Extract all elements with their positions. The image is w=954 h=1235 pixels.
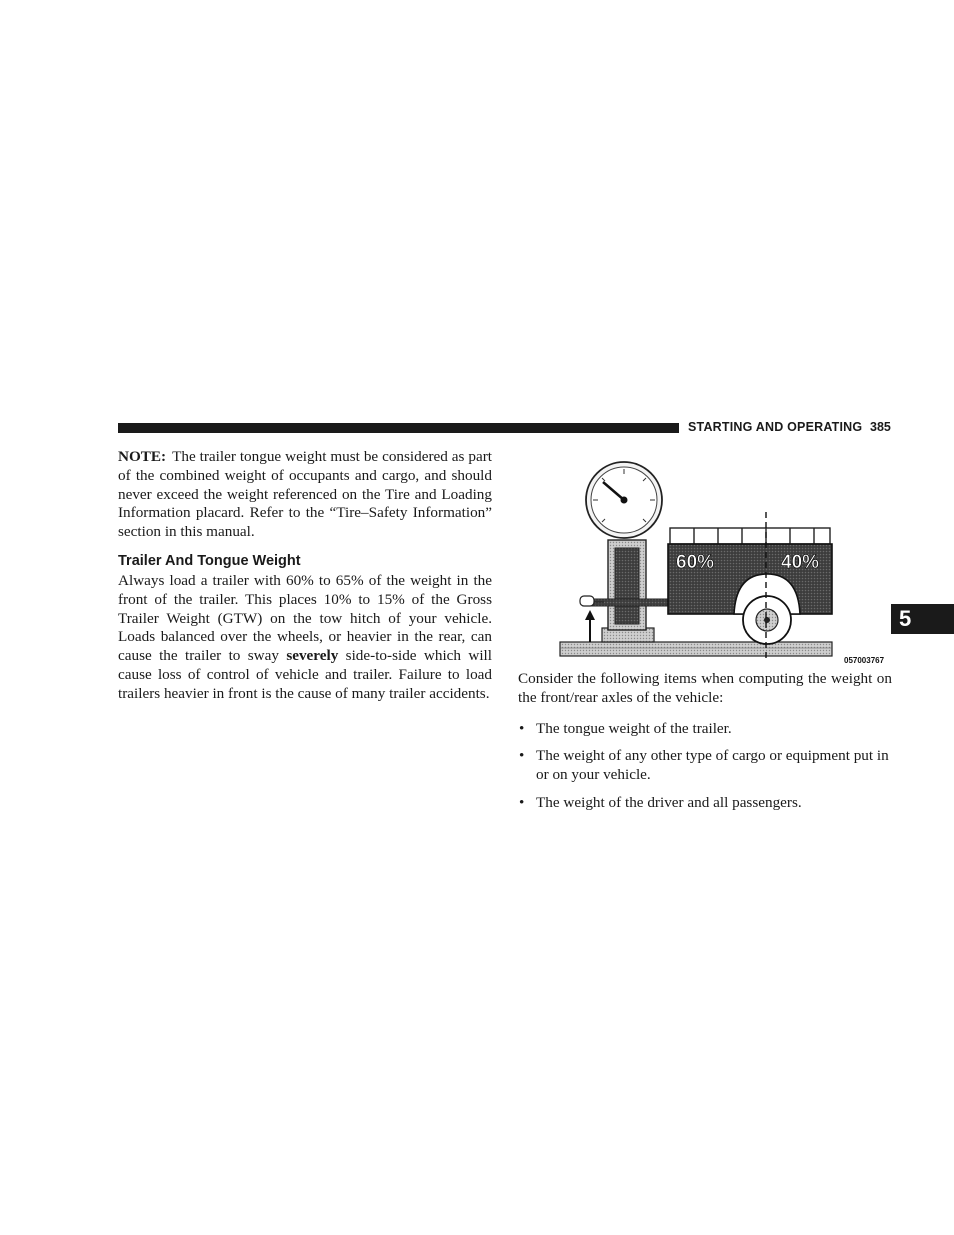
chapter-number: 5	[899, 606, 912, 631]
section-heading: Trailer And Tongue Weight	[118, 552, 301, 569]
ground-strip	[560, 642, 832, 656]
bullet-icon: •	[519, 719, 525, 737]
emphasis-severely: severely	[286, 647, 339, 665]
rear-weight-label: 40%	[781, 552, 820, 573]
page-number: 385	[870, 420, 891, 434]
body-text-end: side-to-side which will cause loss of control of vehicle and trailer. Failure to load trailers heavier in front is the cause of many trailer accidents.	[118, 647, 492, 702]
bullet-icon: •	[519, 793, 525, 811]
note-paragraph	[118, 448, 492, 542]
figure-id: 057003767	[844, 656, 885, 665]
section-title: STARTING AND OPERATING	[688, 420, 863, 434]
scale-gauge	[586, 462, 662, 538]
left-column	[118, 448, 492, 704]
trailer-wheel	[743, 596, 791, 644]
right-column	[518, 670, 892, 822]
list-item	[518, 747, 892, 785]
intro-paragraph: Consider the following items when computing the weight on the front/rear axles of the vehicle:	[518, 670, 892, 706]
list-item	[518, 794, 892, 813]
body-paragraph	[118, 572, 492, 704]
list-item	[518, 720, 892, 739]
note-label: NOTE:	[118, 448, 167, 465]
trailer-weight-illustration	[558, 460, 892, 668]
front-weight-label: 60%	[676, 552, 715, 573]
trailer-scale-svg	[558, 460, 892, 668]
considerations-list	[518, 720, 892, 813]
trailer-rails	[670, 528, 830, 544]
scale-stand	[602, 540, 654, 642]
body-text-start: Always load a trailer with 60% to 65% of the weight in the front of the trailer. This places 10% to 15% of the Gross Trailer Weight (GTW) on the tow hitch of your vehicle. Loads balanced over the wheels, or heavier in the rear, can cause the trailer to sway	[118, 571, 492, 665]
header-rule	[118, 423, 679, 433]
note-text: The trailer tongue weight must be considered as part of the combined weight of occupants and cargo, and should never exceed the weight referenced on the Tire and Loading Information placard. Refer to the “Tire–Safety Information” section in this manual.	[118, 448, 492, 541]
chapter-tab	[891, 604, 954, 634]
list-item-text: The tongue weight of the trailer.	[536, 719, 732, 737]
list-item-text: The weight of any other type of cargo or equipment put in or on your vehicle.	[536, 747, 889, 784]
bullet-icon: •	[519, 747, 525, 765]
tongue-load-arrow	[585, 610, 595, 642]
list-item-text: The weight of the driver and all passengers.	[536, 793, 802, 811]
